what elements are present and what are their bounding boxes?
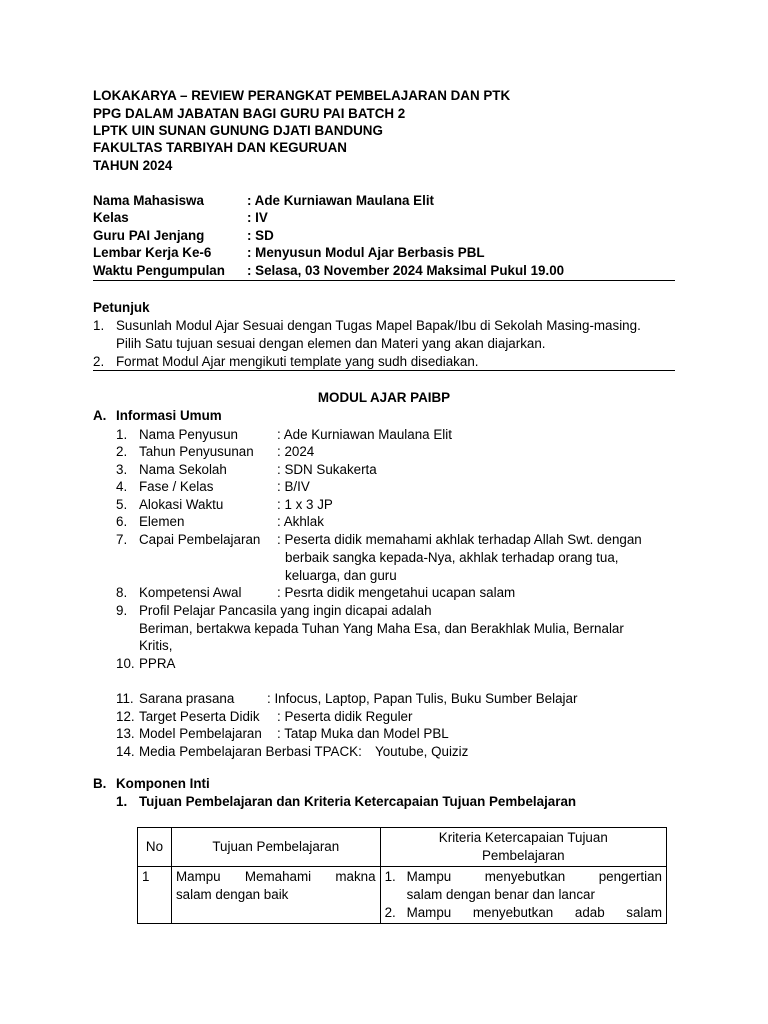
table-row	[138, 867, 667, 924]
info-label-3: Nama Sekolah	[139, 462, 227, 477]
petunjuk-item-1-line-2: Pilih Satu tujuan sesuai dengan elemen dan Materi yang akan diajarkan.	[116, 336, 546, 351]
identity-value-nama: : Ade Kurniawan Maulana Elit	[247, 193, 434, 208]
header-line-5: TAHUN 2024	[93, 158, 173, 173]
header-no: No	[138, 828, 172, 867]
header-line-4: FAKULTAS TARBIYAH DAN KEGURUAN	[93, 140, 347, 155]
kriteria-1-line-2: salam dengan benar dan lancar	[406, 887, 595, 902]
kriteria-num-2: 2.	[384, 905, 396, 920]
subsection-1-num: 1.	[116, 794, 128, 809]
info-num-7: 7.	[116, 532, 128, 547]
header-line-2: PPG DALAM JABATAN BAGI GURU PAI BATCH 2	[93, 106, 406, 121]
info-value-8: : Pesrta didik mengetahui ucapan salam	[277, 585, 516, 600]
header-kriteria	[380, 828, 666, 867]
info-num-9: 9.	[116, 603, 128, 618]
section-b-title: Komponen Inti	[116, 776, 210, 791]
info-label-1: Nama Penyusun	[139, 427, 238, 442]
info-label-14: Media Pembelajaran Berbasi TPACK:	[139, 744, 362, 759]
info-value-2: : 2024	[277, 444, 315, 459]
profil-line-1: Profil Pelajar Pancasila yang ingin dicapai adalah	[139, 603, 432, 618]
kriteria-1-line-1: Mampu menyebutkan pengertian	[406, 869, 662, 884]
divider-petunjuk	[93, 370, 675, 371]
tujuan-table	[137, 827, 667, 924]
info-num-8: 8.	[116, 585, 128, 600]
ppra-text: PPRA	[139, 656, 176, 671]
info-num-2: 2.	[116, 444, 128, 459]
info-value-11: : Infocus, Laptop, Papan Tulis, Buku Sumber Belajar	[267, 691, 578, 706]
info-label-8: Kompetensi Awal	[139, 585, 242, 600]
identity-value-kelas: : IV	[247, 210, 268, 225]
info-num-14: 14.	[116, 744, 135, 759]
info-num-12: 12.	[116, 709, 135, 724]
info-num-3: 3.	[116, 462, 128, 477]
profil-line-2: Beriman, bertakwa kepada Tuhan Yang Maha Esa, dan Berakhlak Mulia, Bernalar	[139, 621, 624, 636]
cell-tujuan	[171, 867, 380, 924]
identity-label-waktu: Waktu Pengumpulan	[93, 263, 225, 278]
section-b-letter: B.	[93, 776, 107, 791]
subsection-1-title: Tujuan Pembelajaran dan Kriteria Ketercapaian Tujuan Pembelajaran	[139, 794, 577, 809]
profil-line-3: Kritis,	[139, 638, 173, 653]
cell-no: 1	[138, 867, 172, 924]
header-line-3: LPTK UIN SUNAN GUNUNG DJATI BANDUNG	[93, 123, 383, 138]
info-num-1: 1.	[116, 427, 128, 442]
info-value-4: : B/IV	[277, 479, 310, 494]
identity-label-lembar: Lembar Kerja Ke-6	[93, 245, 212, 260]
header-kriteria-line-2: Pembelajaran	[481, 848, 565, 863]
divider-top	[93, 280, 675, 281]
info-label-11: Sarana prasana	[139, 691, 235, 706]
cell-tujuan-line-1: Mampu Memahami makna	[175, 869, 376, 884]
info-value-7-line-1: : Peserta didik memahami akhlak terhadap Allah Swt. dengan	[277, 532, 642, 547]
identity-value-lembar: : Menyusun Modul Ajar Berbasis PBL	[247, 245, 485, 260]
info-num-6: 6.	[116, 514, 128, 529]
petunjuk-num-1: 1.	[93, 318, 105, 333]
petunjuk-num-2: 2.	[93, 354, 105, 369]
table-header-row	[138, 828, 667, 867]
info-label-5: Alokasi Waktu	[139, 497, 224, 512]
info-num-5: 5.	[116, 497, 128, 512]
modul-title: MODUL AJAR PAIBP	[317, 390, 451, 405]
info-value-12: : Peserta didik Reguler	[277, 709, 413, 724]
section-a-letter: A.	[93, 408, 107, 423]
info-label-2: Tahun Penyusunan	[139, 444, 254, 459]
identity-value-jenjang: : SD	[247, 228, 274, 243]
info-value-13: : Tatap Muka dan Model PBL	[277, 726, 449, 741]
kriteria-text-1	[407, 868, 662, 904]
info-label-13: Model Pembelajaran	[139, 726, 262, 741]
info-num-11: 11.	[116, 691, 134, 706]
kriteria-2-line-1: Mampu menyebutkan adab salam	[406, 905, 662, 920]
info-value-7-line-3: keluarga, dan guru	[285, 568, 397, 583]
petunjuk-item-1-line-1: Susunlah Modul Ajar Sesuai dengan Tugas Mapel Bapak/Ibu di Sekolah Masing-masing.	[116, 318, 641, 333]
section-a-title: Informasi Umum	[116, 408, 222, 423]
info-num-4: 4.	[116, 479, 128, 494]
identity-label-nama: Nama Mahasiswa	[93, 193, 204, 208]
info-value-1: : Ade Kurniawan Maulana Elit	[277, 427, 452, 442]
header-line-1: LOKAKARYA – REVIEW PERANGKAT PEMBELAJARAN DAN PTK	[93, 88, 511, 103]
info-label-6: Elemen	[139, 514, 185, 529]
header-kriteria-line-1: Kriteria Ketercapaian Tujuan	[438, 830, 608, 845]
info-value-14: Youtube, Quiziz	[375, 744, 469, 759]
petunjuk-item-2-line-1: Format Modul Ajar mengikuti template yang sudh disediakan.	[116, 354, 479, 369]
petunjuk-title: Petunjuk	[93, 300, 150, 315]
info-num-10: 10.	[116, 656, 135, 671]
identity-label-jenjang: Guru PAI Jenjang	[93, 228, 205, 243]
info-value-5: : 1 x 3 JP	[277, 497, 333, 512]
kriteria-item-1	[385, 868, 662, 904]
cell-kriteria	[380, 867, 666, 924]
identity-label-kelas: Kelas	[93, 210, 129, 225]
header-tujuan: Tujuan Pembelajaran	[171, 828, 380, 867]
info-value-6: : Akhlak	[277, 514, 324, 529]
info-value-3: : SDN Sukakerta	[277, 462, 377, 477]
info-num-13: 13.	[116, 726, 135, 741]
cell-tujuan-line-2: salam dengan baik	[175, 887, 289, 902]
kriteria-num-1: 1.	[384, 869, 396, 884]
kriteria-item-2	[385, 904, 662, 922]
identity-value-waktu: : Selasa, 03 November 2024 Maksimal Pukul 19.00	[247, 263, 565, 278]
info-label-7: Capai Pembelajaran	[139, 532, 261, 547]
info-label-4: Fase / Kelas	[139, 479, 214, 494]
info-label-12: Target Peserta Didik	[139, 709, 260, 724]
info-value-7-line-2: berbaik sangka kepada-Nya, akhlak terhadap orang tua,	[285, 550, 619, 565]
